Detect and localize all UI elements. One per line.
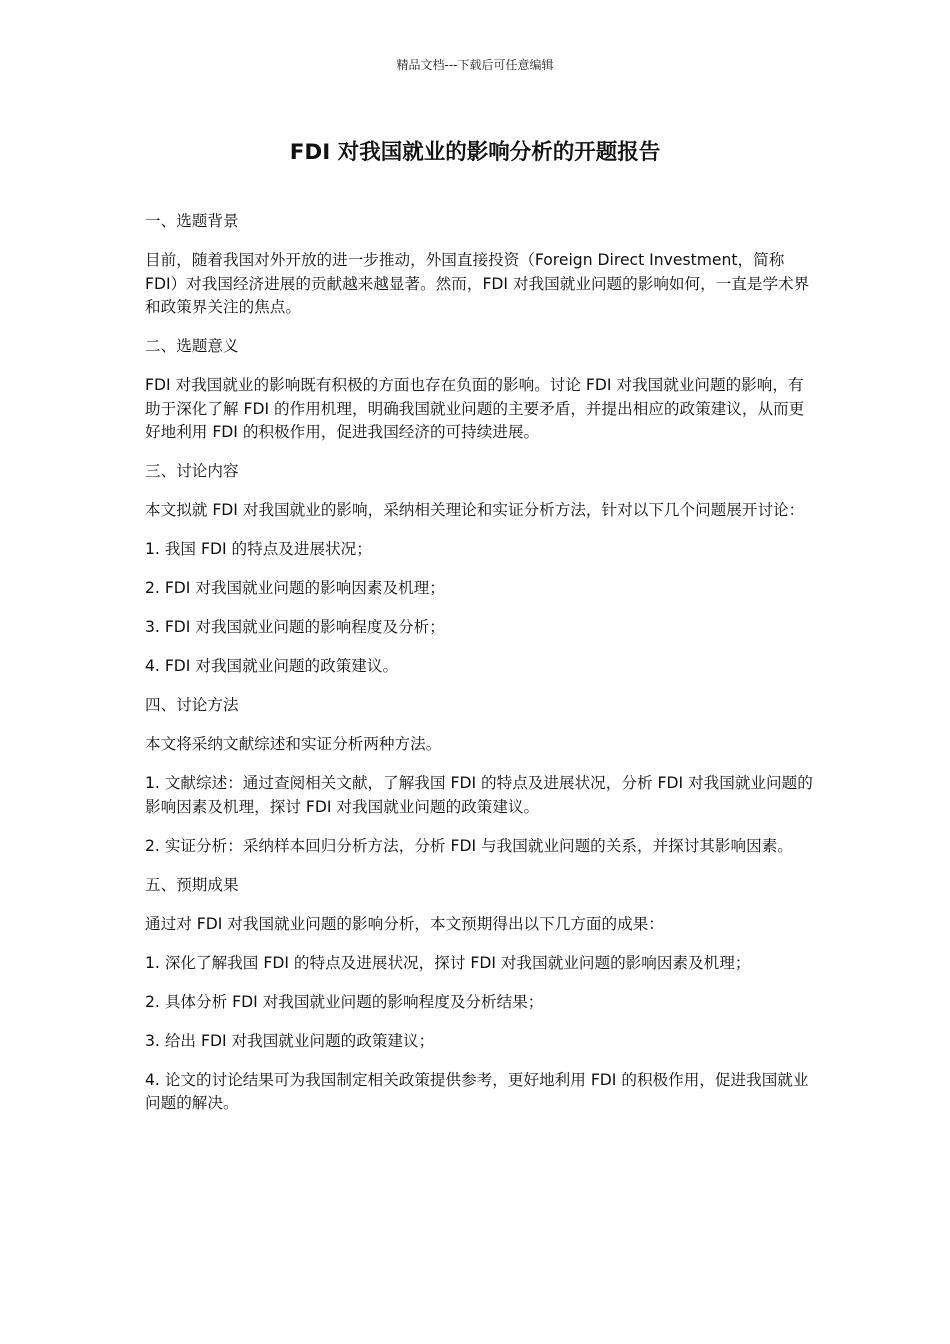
document-body bbox=[145, 210, 813, 1131]
page-header: 精品文档---下载后可任意编辑 bbox=[396, 58, 554, 72]
results-list-item: 3. 给出 FDI 对我国就业问题的政策建议； bbox=[145, 1031, 435, 1050]
section-heading-content: 三、讨论内容 bbox=[145, 462, 239, 480]
results-list-item: 2. 具体分析 FDI 对我国就业问题的影响程度及分析结果； bbox=[145, 992, 544, 1011]
results-list-item: 1. 深化了解我国 FDI 的特点及进展状况，探讨 FDI 对我国就业问题的影响因素及机理； bbox=[145, 953, 751, 972]
section-heading-results: 五、预期成果 bbox=[145, 875, 239, 894]
content-list-item: 3. FDI 对我国就业问题的影响程度及分析； bbox=[145, 618, 445, 636]
content-list-item: 4. FDI 对我国就业问题的政策建议。 bbox=[145, 657, 399, 675]
methods-list-item: 2. 实证分析：采纳样本回归分析方法，分析 FDI 与我国就业问题的关系，并探讨其影响因素。 bbox=[145, 836, 793, 855]
content-list-item: 1. 我国 FDI 的特点及进展状况； bbox=[145, 540, 372, 558]
page-title: FDI 对我国就业的影响分析的开题报告 bbox=[289, 140, 661, 165]
section-heading-significance: 二、选题意义 bbox=[145, 337, 239, 355]
background-paragraph: 目前，随着我国对外开放的进一步推动，外国直接投资（Foreign Direct Investment，简称 FDI）对我国经济进展的贡献越来越显著。然而，FDI 对我国就业问题的影响如何，一直是学术界和政策界关注的焦点。 bbox=[145, 251, 810, 316]
significance-paragraph: FDI 对我国就业的影响既有积极的方面也存在负面的影响。讨论 FDI 对我国就业问题的影响，有助于深化了解 FDI 的作用机理，明确我国就业问题的主要矛盾，并提出相应的政策建议，从而更好地利用 FDI 的积极作用，促进我国经济的可持续进展。 bbox=[145, 376, 805, 441]
results-list-item: 4. 论文的讨论结果可为我国制定相关政策提供参考，更好地利用 FDI 的积极作用，促进我国就业问题的解决。 bbox=[145, 1070, 809, 1112]
section-heading-methods: 四、讨论方法 bbox=[145, 696, 239, 714]
methods-list-item: 1. 文献综述：通过查阅相关文献，了解我国 FDI 的特点及进展状况，分析 FDI 对我国就业问题的影响因素及机理，探讨 FDI 对我国就业问题的政策建议。 bbox=[145, 774, 813, 816]
content-list-item: 2. FDI 对我国就业问题的影响因素及机理； bbox=[145, 579, 445, 597]
content-intro-paragraph: 本文拟就 FDI 对我国就业的影响，采纳相关理论和实证分析方法，针对以下几个问题展开讨论： bbox=[145, 501, 805, 519]
section-heading-background: 一、选题背景 bbox=[145, 212, 239, 230]
results-intro-paragraph: 通过对 FDI 对我国就业问题的影响分析，本文预期得出以下几方面的成果： bbox=[145, 914, 664, 933]
methods-intro-paragraph: 本文将采纳文献综述和实证分析两种方法。 bbox=[145, 735, 442, 753]
